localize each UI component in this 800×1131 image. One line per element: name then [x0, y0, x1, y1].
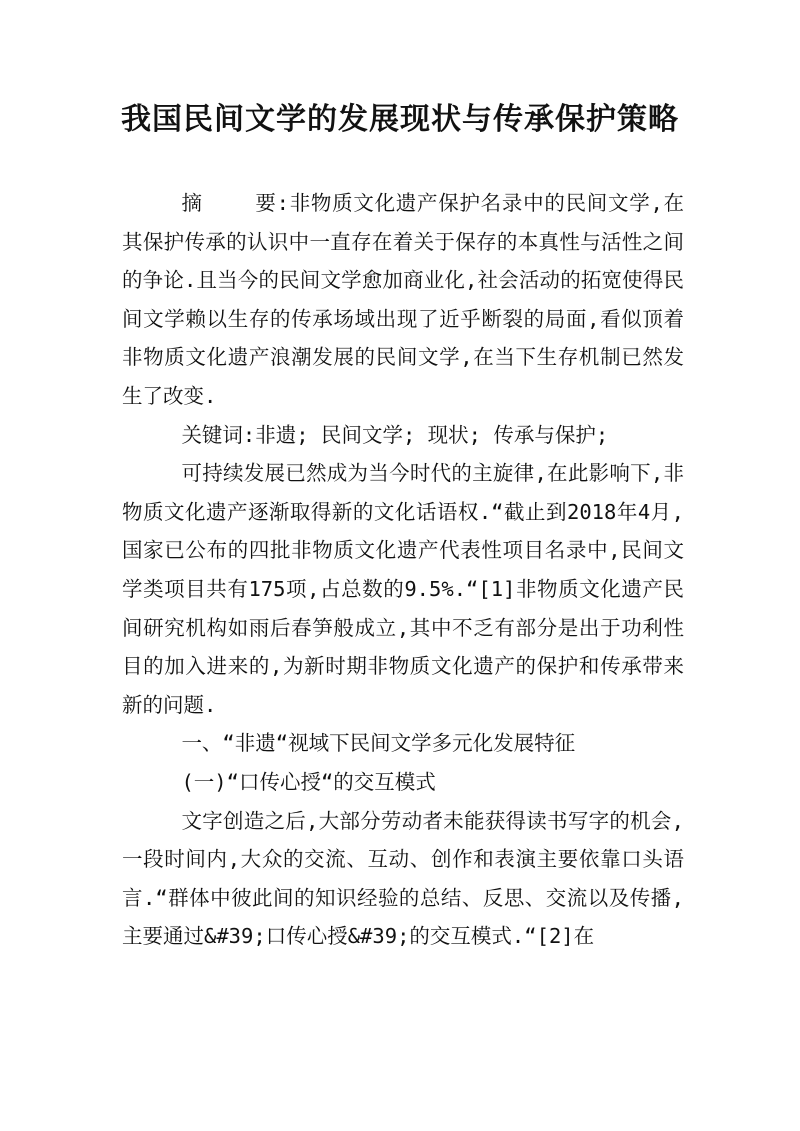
document-body: [122, 184, 684, 956]
body-paragraph-last: 文字创造之后,大部分劳动者未能获得读书写字的机会,一段时间内,大众的交流、互动、创作和表演主要依靠口头语言.“群体中彼此间的知识经验的总结、反思、交流以及传播,主要通过&#39;口传心授&#39;的交互模式.“[2]在: [122, 808, 684, 949]
body-paragraph: 可持续发展已然成为当今时代的主旋律,在此影响下,非物质文化遗产逐渐取得新的文化话语权.“截止到2018年4月,国家已公布的四批非物质文化遗产代表性项目名录中,民间文学类项目共有175项,占总数的9.5%.“[1]非物质文化遗产民间研究机构如雨后春笋般成立,其中不乏有部分是出于功利性目的加入进来的,为新时期非物质文化遗产的保护和传承带来新的问题.: [122, 461, 684, 717]
abstract-label-first: 摘: [181, 191, 203, 215]
abstract-text: 非物质文化遗产保护名录中的民间文学,在其保护传承的认识中一直存在着关于保存的本真性与活性之间的争论.且当今的民间文学愈加商业化,社会活动的拓宽使得民间文学赖以生存的传承场域出现了近乎断裂的局面,看似顶着非物质文化遗产浪潮发展的民间文学,在当下生存机制已然发生了改变.: [122, 191, 685, 408]
document-title: 我国民间文学的发展现状与传承保护策略: [121, 102, 679, 137]
abstract-label-second: 要:: [254, 191, 289, 215]
abstract-label: [181, 191, 289, 215]
abstract-paragraph: [122, 184, 684, 416]
keywords-line: 关键词:非遗; 民间文学; 现状; 传承与保护;: [181, 422, 609, 447]
section-heading: 一、“非遗“视域下民间文学多元化发展特征: [181, 731, 576, 756]
subsection-heading: (一)“口传心授“的交互模式: [181, 769, 436, 794]
